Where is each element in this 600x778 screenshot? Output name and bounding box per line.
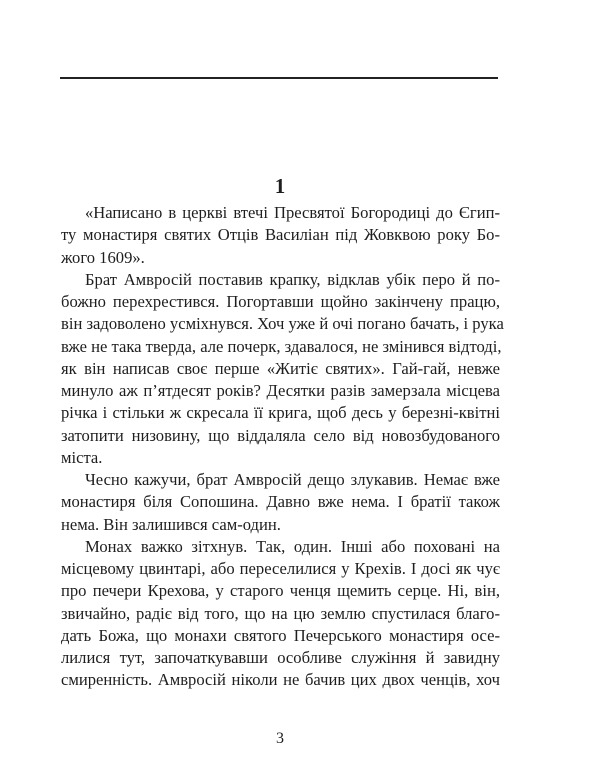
chapter-number: 1: [274, 174, 286, 198]
text-line: божно перехрестився. Погортавши щойно закінчену працю,: [61, 292, 500, 311]
text-line: нема. Він залишився сам-один.: [61, 514, 281, 534]
text-line: річка і стільки ж скресала її крига, щоб десь у березні-квітні: [61, 403, 500, 423]
text-line: лилися тут, започаткувавши особливе служіння й завидну: [61, 648, 500, 667]
body-text: [61, 202, 504, 692]
text-line: Чесно кажучи, брат Амвросій дещо злукавив. Немає вже: [85, 470, 500, 489]
text-line: як він написав своє перше «Житіє святих». Гай-гай, невже: [61, 358, 500, 378]
text-line: Монах важко зітхнув. Так, один. Інші або поховані на: [85, 536, 500, 556]
text-line: минуло аж п’ятдесят років? Десятки разів замерзала місцева: [61, 381, 500, 400]
text-line: він задоволено усміхнувся. Хоч уже й очі погано бачать, і рука: [61, 314, 504, 334]
text-line: Брат Амвросій поставив крапку, відклав убік перо й по-: [85, 269, 500, 289]
text-line: звичайно, радіє від того, що на цю землю спустилася благо-: [61, 603, 500, 623]
text-line: ту монастиря святих Отців Василіан під Жовквою року Бо-: [61, 225, 500, 245]
text-line: вже не така тверда, але почерк, здавалося, не змінився відтоді,: [61, 336, 502, 356]
text-line: дать Божа, що монахи святого Печерського монастиря осе-: [61, 625, 500, 645]
page-number: 3: [276, 730, 284, 747]
text-line: місцевому цвинтарі, або переселилися у Крехів. І досі як чує: [61, 559, 500, 578]
text-line: жого 1609».: [61, 247, 145, 267]
text-line: затопити низовину, що віддаляла село від новозбудованого: [61, 425, 500, 445]
text-line: «Написано в церкві втечі Пресвятої Богородиці до Єгип-: [85, 203, 500, 222]
text-line: про печери Крехова, у старого ченця щемить серце. Ні, він,: [61, 581, 500, 601]
header-rule: [60, 77, 498, 79]
text-line: міста.: [61, 447, 103, 467]
text-line: смиренність. Амвросій ніколи не бачив цих двох ченців, хоч: [61, 670, 500, 690]
text-line: монастиря біля Сопошина. Давно вже нема. І братії також: [61, 492, 500, 512]
